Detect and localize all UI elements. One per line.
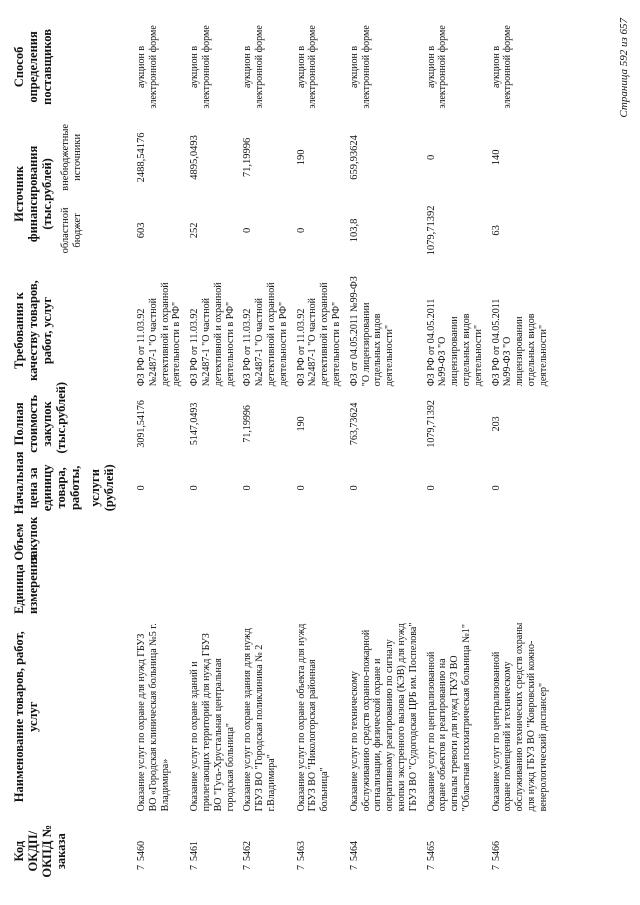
row-source [346, 117, 423, 271]
header-source-main: Источник финансирования (тыс.рублей) [12, 145, 54, 243]
row-total: 71,19996 [242, 405, 254, 443]
row-regional: 0 [295, 227, 307, 234]
row-offbudget: 190 [295, 149, 307, 166]
header-requirements: Требования к качеству товаров, работ, услуг [12, 280, 54, 381]
row-method: аукцион в электронной форме [490, 25, 514, 109]
row-regional: 63 [490, 225, 502, 236]
table-row [423, 17, 488, 887]
row-unit [293, 566, 346, 618]
row-unit-price: 0 [136, 485, 147, 491]
row-code: 75462 [242, 841, 254, 870]
row-method: аукцион в электронной форме [425, 25, 449, 109]
table-row [346, 17, 423, 887]
row-unit [346, 566, 423, 618]
row-offbudget: 2488,54176 [136, 132, 147, 183]
row-offbudget: 4895,0493 [189, 135, 201, 180]
row-requirements: ФЗ РФ от 04.05.2011 №99-ФЗ "О лицензировании отдельных видов деятельности" [425, 298, 484, 387]
row-regional: 603 [136, 222, 147, 239]
header-source [8, 117, 133, 271]
row-requirements: ФЗ РФ от 11.03.92 №2487-1 "О частной детективной и охранной деятельности в РФ" [136, 282, 183, 387]
row-method: аукцион в электронной форме [348, 25, 372, 109]
row-requirements: ФЗ РФ от 11.03.92 №2487-1 "О частной детективной и охранной деятельности в РФ" [189, 282, 236, 387]
row-offbudget: 0 [425, 154, 437, 161]
header-unit-price [8, 451, 133, 518]
row-offbudget: 659,93624 [348, 135, 360, 180]
row-requirements: ФЗ РФ от 11.03.92 №2487-1 "О частной детективной и охранной деятельности в РФ" [295, 282, 342, 387]
row-unit-price: 0 [295, 485, 307, 491]
row-volume [293, 518, 346, 566]
row-method: аукцион в электронной форме [242, 25, 266, 109]
row-unit-price: 0 [348, 485, 360, 491]
row-volume [346, 518, 423, 566]
row-unit [423, 566, 488, 618]
row-source [133, 117, 186, 271]
row-code: 75460 [136, 841, 147, 870]
row-name: Оказание услуг по охране объекта для нужд ГБУЗ ВО "Никологорская районная больница" [295, 623, 331, 812]
row-unit [239, 566, 292, 618]
row-source [293, 117, 346, 271]
row-code: 75463 [295, 841, 307, 870]
header-source-offbudget: внебюджетные источники [60, 123, 83, 191]
table-row [186, 17, 239, 887]
table-row [239, 17, 292, 887]
header-method: Способ определения поставщиков [12, 29, 54, 105]
row-regional: 103,8 [348, 218, 360, 243]
header-volume: Объем закупок [12, 516, 40, 562]
row-name: Оказание услуг по техническому обслуживанию средств охранно-пожарной сигнализации, физической охране и оперативному реагированию по сигналу кнопки экстренного вызова (КЭВ) для нужд ГБУЗ ВО "Судогодская ЦРБ им. Поспелова" [348, 622, 419, 812]
row-total: 3091,54176 [136, 400, 147, 448]
row-offbudget: 140 [490, 149, 502, 166]
row-total: 190 [295, 416, 307, 432]
row-unit [488, 566, 553, 618]
row-unit-price: 0 [425, 485, 437, 491]
row-unit [133, 566, 186, 618]
row-code: 75461 [189, 841, 201, 870]
row-code: 75464 [348, 841, 360, 870]
header-name: Наименование товаров, работ, услуг [12, 631, 40, 803]
row-unit-price: 0 [189, 485, 201, 491]
row-offbudget: 71,19996 [242, 137, 254, 178]
row-source [423, 117, 488, 271]
header-unit: Единица измерения [12, 554, 40, 614]
row-regional: 1079,71392 [425, 205, 437, 256]
row-name: Оказание услуг по охране для нужд ГБУЗ ВО «Городская клиническая больница №5 г. Владимира» [136, 623, 171, 812]
row-method: аукцион в электронной форме [189, 25, 212, 109]
table-row [293, 17, 346, 887]
row-regional: 0 [242, 227, 254, 234]
row-source [186, 117, 239, 271]
row-name: Оказание услуг по охране зданий и прилегающих территорий для нужд ГБУЗ ВО "Гусь-Хрустальная центральная городская больница" [189, 633, 236, 812]
row-total: 203 [490, 416, 502, 432]
header-source-regional: областной бюджет [60, 207, 83, 254]
header-unit-price-main: Начальная цена за единицу товара, работы, [12, 451, 82, 515]
row-volume [423, 518, 488, 566]
procurement-table [8, 17, 553, 887]
table-row [133, 17, 186, 887]
row-requirements: ФЗ РФ от 11.03.92 №2487-1 "О частной детективной и охранной деятельности в РФ" [242, 282, 289, 387]
row-source [239, 117, 292, 271]
row-method: аукцион в электронной форме [295, 25, 319, 109]
header-source-sub [60, 121, 83, 267]
row-volume [133, 518, 186, 566]
row-unit [186, 566, 239, 618]
row-code: 75466 [490, 841, 502, 870]
row-method: аукцион в электронной форме [136, 25, 159, 109]
header-unit-price-extra: услуги (рублей) [88, 464, 116, 512]
table-header-row [8, 17, 133, 887]
row-name: Оказание услуг по централизованной охране помещений и техническому обслуживанию технических средств охраны для нужд ГБУЗ ВО "Ковровский кожно-венерологический диспансер" [490, 622, 549, 812]
row-name: Оказание услуг по централизованной охране объектов и реагированию на сигналы тревоги для нужд ГКУЗ ВО "Областная психиатрическая больница №1" [425, 624, 472, 812]
row-unit-price: 0 [490, 485, 502, 491]
row-total: 763,73624 [348, 402, 360, 446]
row-code: 75465 [425, 841, 437, 870]
row-total: 1079,71392 [425, 400, 437, 448]
row-requirements: ФЗ от 04.05.2011 №99-ФЗ "О лицензировании отдельных видов деятельности" [348, 276, 396, 387]
row-regional: 252 [189, 222, 201, 239]
row-total: 5147,0493 [189, 402, 201, 446]
row-unit-price: 0 [242, 485, 254, 491]
header-total: Полная стоимость закупок (тыс.рублей) [12, 381, 68, 454]
page-number: Страница 592 из 657 [618, 18, 630, 118]
row-name: Оказание услуг по охране здания для нужд ГБУЗ ВО "Городская поликлиника № 2 г.Владимира" [242, 628, 277, 812]
header-code: Код ОКДП/ ОКПД № заказа [12, 824, 68, 878]
row-requirements: ФЗ РФ от 04.05.2011 №99-ФЗ "О лицензировании отдельных видов деятельности" [490, 298, 549, 387]
row-volume [239, 518, 292, 566]
row-volume [488, 518, 553, 566]
row-source [488, 117, 553, 271]
table-row [488, 17, 553, 887]
row-volume [186, 518, 239, 566]
